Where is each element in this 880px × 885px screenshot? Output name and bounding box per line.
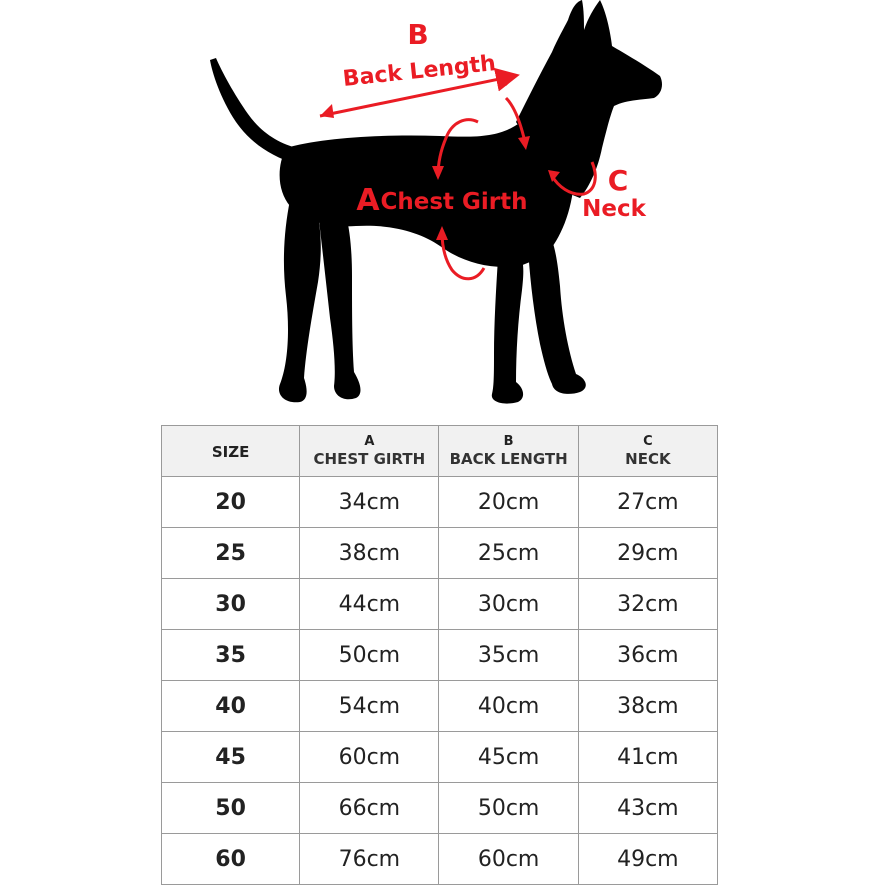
neck-cell: 43cm — [578, 783, 717, 834]
size-cell: 25 — [162, 528, 300, 579]
chest-girth-cell: 66cm — [300, 783, 439, 834]
chest-girth-cell: 54cm — [300, 681, 439, 732]
back-length-column-header — [439, 426, 578, 477]
table-row — [162, 477, 718, 528]
table-row — [162, 783, 718, 834]
neck-cell: 36cm — [578, 630, 717, 681]
size-cell: 30 — [162, 579, 300, 630]
neck-cell: 49cm — [578, 834, 717, 885]
neck-header-label: NECK — [625, 450, 671, 468]
back-length-cell: 25cm — [439, 528, 578, 579]
chest-girth-letter: A — [356, 183, 380, 218]
neck-cell: 29cm — [578, 528, 717, 579]
neck-letter: C — [607, 164, 629, 197]
neck-cell: 32cm — [578, 579, 717, 630]
back-length-cell: 40cm — [439, 681, 578, 732]
back-length-letter: B — [407, 18, 429, 51]
back-length-cell: 30cm — [439, 579, 578, 630]
size-column-header — [162, 426, 300, 477]
neck-cell: 27cm — [578, 477, 717, 528]
back-length-header-label: BACK LENGTH — [449, 450, 568, 468]
neck-cell: 41cm — [578, 732, 717, 783]
size-cell: 45 — [162, 732, 300, 783]
chest-girth-cell: 60cm — [300, 732, 439, 783]
back-length-cell: 50cm — [439, 783, 578, 834]
dog-measurement-diagram — [0, 0, 880, 420]
table-row — [162, 834, 718, 885]
size-cell: 20 — [162, 477, 300, 528]
table-row — [162, 732, 718, 783]
back-length-cell: 60cm — [439, 834, 578, 885]
neck-label: Neck — [582, 196, 646, 222]
table-row — [162, 528, 718, 579]
chest-girth-label: Chest Girth — [380, 189, 528, 215]
table-header-row — [162, 426, 718, 477]
chest-girth-cell: 50cm — [300, 630, 439, 681]
size-chart-table — [161, 425, 718, 885]
chest-girth-column-header — [300, 426, 439, 477]
table-row — [162, 579, 718, 630]
back-length-cell: 45cm — [439, 732, 578, 783]
size-header-label: SIZE — [211, 442, 250, 461]
table-row — [162, 681, 718, 732]
size-cell: 50 — [162, 783, 300, 834]
chest-girth-header-label: CHEST GIRTH — [313, 450, 426, 468]
size-cell: 60 — [162, 834, 300, 885]
neck-column-header — [578, 426, 717, 477]
neck-cell: 38cm — [578, 681, 717, 732]
chest-girth-cell: 34cm — [300, 477, 439, 528]
neck-header-letter: C — [643, 434, 653, 449]
back-length-cell: 20cm — [439, 477, 578, 528]
size-cell: 40 — [162, 681, 300, 732]
back-length-header-letter: B — [503, 434, 514, 449]
size-cell: 35 — [162, 630, 300, 681]
chest-girth-cell: 76cm — [300, 834, 439, 885]
table-row — [162, 630, 718, 681]
back-length-marker — [320, 18, 516, 118]
chest-girth-cell: 38cm — [300, 528, 439, 579]
back-length-label: Back Length — [341, 51, 497, 92]
chest-girth-cell: 44cm — [300, 579, 439, 630]
chest-girth-header-letter: A — [364, 434, 375, 449]
back-length-cell: 35cm — [439, 630, 578, 681]
